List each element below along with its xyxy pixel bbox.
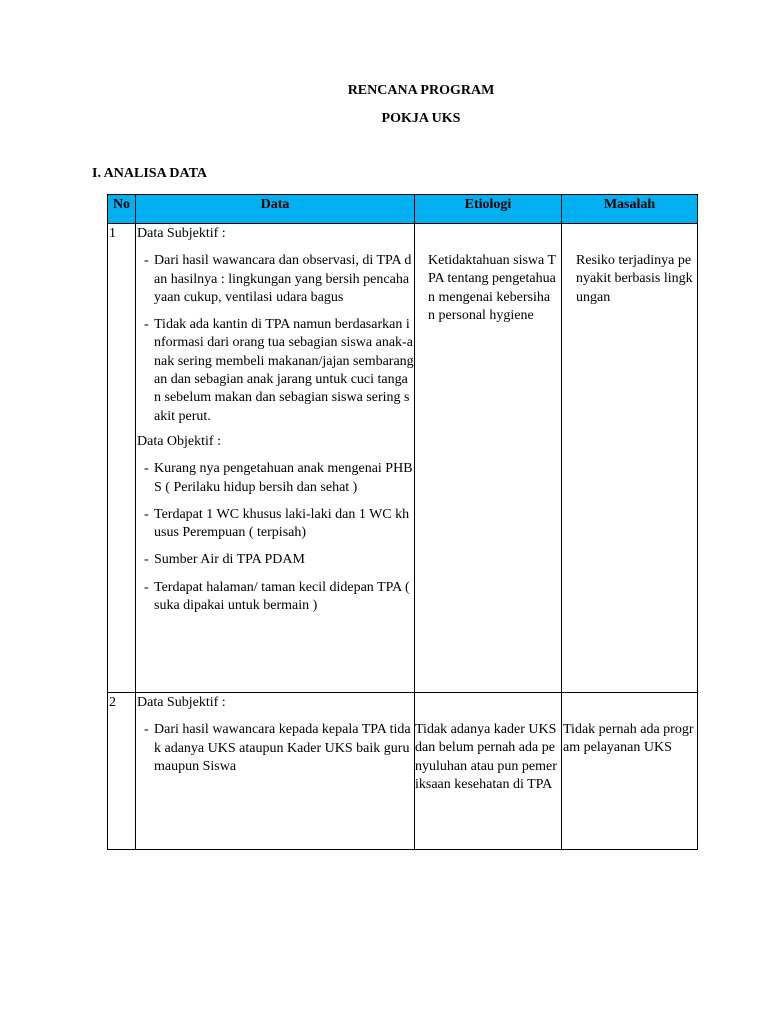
analysis-table [107,194,698,850]
row-number: 1 [108,224,136,693]
document-title: RENCANA PROGRAM [347,83,495,98]
header-data: Data [136,195,415,224]
list-item: - Kurang nya pengetahuan anak mengenai PHBS ( Perilaku hidup bersih dan sehat ) [137,460,414,497]
data-cell [136,693,415,850]
etiologi-cell: Tidak adanya kader UKS dan belum pernah ada penyuluhan atau pun pemeriksaan kesehatan di TPA [415,693,562,850]
subjektif-label: Data Subjektif : [137,226,226,241]
list-item: - Terdapat halaman/ taman kecil didepan TPA ( suka dipakai untuk bermain ) [137,579,414,616]
objektif-label: Data Objektif : [137,433,221,449]
header-no: No [108,195,136,224]
header-etiologi: Etiologi [415,195,562,224]
list-item: - Terdapat 1 WC khusus laki-laki dan 1 WC khusus Perempuan ( terpisah) [137,506,414,543]
subjektif-label: Data Subjektif : [137,695,226,710]
document-subtitle: POKJA UKS [381,111,461,126]
table-row [108,224,698,693]
masalah-cell: Tidak pernah ada program pelayanan UKS [562,693,698,850]
header-masalah: Masalah [562,195,698,224]
etiologi-cell: Ketidaktahuan siswa TPA tentang pengetahuan mengenai kebersihan personal hygiene [415,224,562,693]
row-number: 2 [108,693,136,850]
section-heading: I. ANALISA DATA [92,166,208,181]
subjektif-list [137,721,414,776]
table-header-row [108,195,698,224]
subjektif-list [137,252,414,426]
list-item: - Sumber Air di TPA PDAM [137,551,414,569]
table-row [108,693,698,850]
list-item: - Dari hasil wawancara dan observasi, di TPA dan hasilnya : lingkungan yang bersih pencahayaan cukup, ventilasi udara bagus [137,252,414,307]
list-item: - Tidak ada kantin di TPA namun berdasarkan informasi dari orang tua sebagian siswa anak-anak sering membeli makanan/jajan sembarangan dan sebagian anak jarang untuk cuci tangan sebelum makan dan sebagian siswa sering sakit perut. [137,316,414,426]
masalah-cell: Resiko terjadinya penyakit berbasis lingkungan [562,224,698,693]
objektif-list [137,460,414,615]
data-cell [136,224,415,693]
list-item: - Dari hasil wawancara kepada kepala TPA tidak adanya UKS ataupun Kader UKS baik guru maupun Siswa [137,721,414,776]
